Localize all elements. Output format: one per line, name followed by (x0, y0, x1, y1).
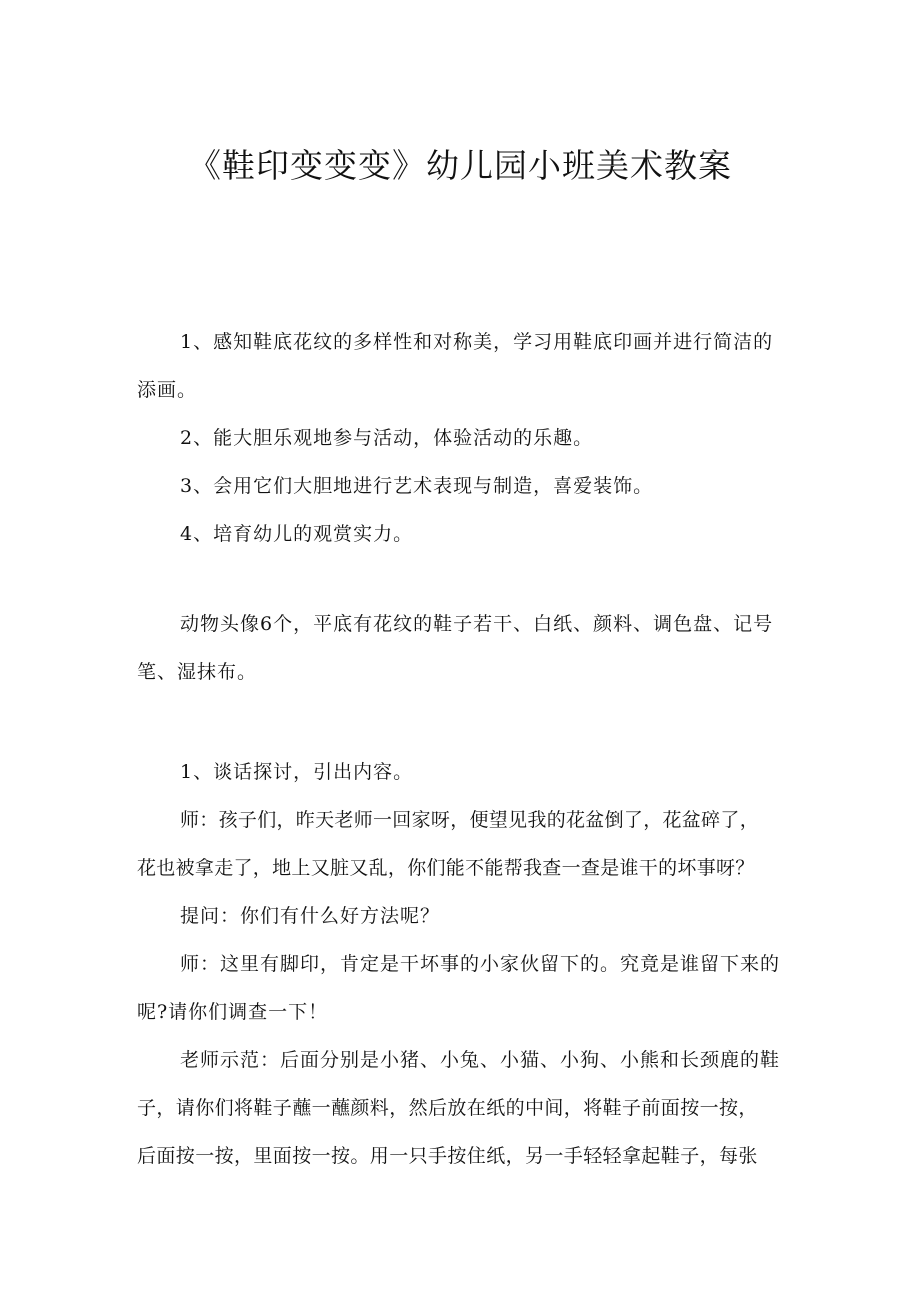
objective-3: 3、会用它们大胆地进行艺术表现与制造，喜爱装饰。 (180, 475, 654, 497)
demo-line-1: 老师示范：后面分别是小猪、小兔、小猫、小狗、小熊和长颈鹿的鞋 (180, 1049, 781, 1071)
demo-line-3: 后面按一按，里面按一按。用一只手按住纸，另一手轻轻拿起鞋子，每张 (137, 1145, 758, 1167)
objective-2: 2、能大胆乐观地参与活动，体验活动的乐趣。 (180, 427, 594, 449)
step-1-heading: 1、谈话探讨，引出内容。 (180, 761, 414, 783)
objective-4: 4、培育幼儿的观赏实力。 (180, 523, 414, 545)
objective-1-line-1: 1、感知鞋底花纹的多样性和对称美，学习用鞋底印画并进行简洁的 (180, 331, 774, 353)
page-title: 《鞋印变变变》幼儿园小班美术教案 (188, 146, 732, 185)
teacher-line-3: 师：这里有脚印，肯定是干坏事的小家伙留下的。究竟是谁留下来的 (180, 953, 781, 975)
demo-line-2: 子，请你们将鞋子蘸一蘸颜料，然后放在纸的中间，将鞋子前面按一按， (137, 1097, 758, 1119)
materials-line-2: 笔、湿抹布。 (137, 661, 258, 683)
teacher-line-4: 呢?请你们调查一下！ (137, 1001, 329, 1023)
objective-1-line-2: 添画。 (137, 379, 198, 401)
teacher-line-1: 师：孩子们，昨天老师一回家呀，便望见我的花盆倒了，花盆碎了， (180, 809, 760, 831)
materials-line-1: 动物头像6个，平底有花纹的鞋子若干、白纸、颜料、调色盘、记号 (180, 613, 774, 635)
teacher-line-2: 花也被拿走了，地上又脏又乱，你们能不能帮我查一查是谁干的坏事呀？ (137, 857, 755, 879)
question-line: 提问：你们有什么好方法呢？ (180, 905, 441, 927)
